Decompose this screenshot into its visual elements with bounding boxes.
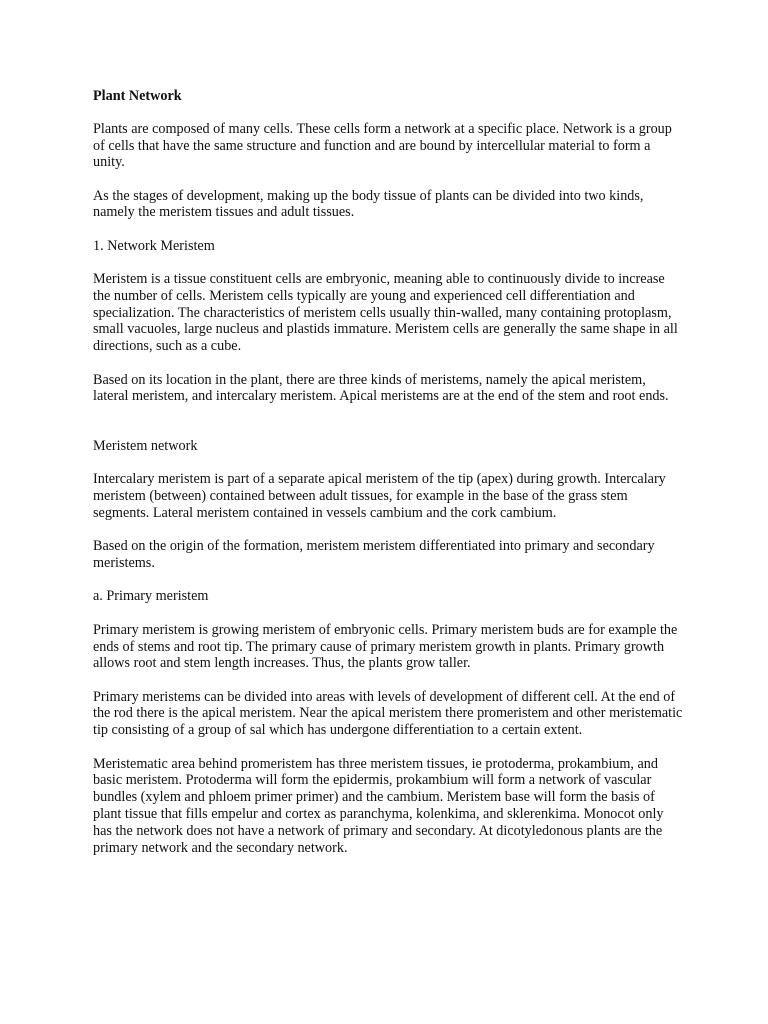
document-body <box>93 88 683 873</box>
document-title: Plant Network <box>93 88 182 104</box>
section-heading-network-meristem: 1. Network Meristem <box>93 237 215 254</box>
section-heading-meristem-network: Meristem network <box>93 438 198 455</box>
paragraph-stages: As the stages of development, making up the body tissue of plants can be divided into two kinds, namely the meristem tissues and adult tissues. <box>93 187 644 221</box>
paragraph-origin: Based on the origin of the formation, meristem meristem differentiated into primary and secondary meristems. <box>93 538 655 572</box>
paragraph-primary-areas: Primary meristems can be divided into areas with levels of development of different cell. At the end of the rod there is the apical meristem. Near the apical meristem there promeristem and other meristematic tip consisting of a group of sal which has undergone differentiation to a certain extent. <box>93 688 683 739</box>
paragraph-primary-growth: Primary meristem is growing meristem of embryonic cells. Primary meristem buds are for example the ends of stems and root tip. The primary cause of primary meristem growth in plants. Primary growth allows root and stem length increases. Thus, the plants grow taller. <box>93 621 678 672</box>
paragraph-meristem-definition: Meristem is a tissue constituent cells are embryonic, meaning able to continuously divide to increase the number of cells. Meristem cells typically are young and experienced cell differentiation and specialization. The characteristics of meristem cells usually thin-walled, many containing protoplasm, small vacuoles, large nucleus and plastids immature. Meristem cells are generally the same shape in all directions, such as a cube. <box>93 271 678 355</box>
paragraph-intercalary: Intercalary meristem is part of a separate apical meristem of the tip (apex) during growth. Intercalary meristem (between) contained between adult tissues, for example in the base of the grass stem segments. Lateral meristem contained in vessels cambium and the cork cambium. <box>93 471 666 522</box>
section-heading-primary-meristem: a. Primary meristem <box>93 588 209 605</box>
paragraph-meristem-location: Based on its location in the plant, there are three kinds of meristems, namely the apical meristem, lateral meristem, and intercalary meristem. Apical meristems are at the end of the stem and root ends. <box>93 371 669 405</box>
paragraph-intro: Plants are composed of many cells. These cells form a network at a specific place. Network is a group of cells that have the same structure and function and are bound by intercellular material to form a unity. <box>93 120 672 171</box>
paragraph-meristematic-area: Meristematic area behind promeristem has three meristem tissues, ie protoderma, prokambium, and basic meristem. Protoderma will form the epidermis, prokambium will form a network of vascular bundles (xylem and phloem primer primer) and the cambium. Meristem base will form the basis of plant tissue that fills empelur and cortex as paranchyma, kolenkima, and sklerenkima. Monocot only has the network does not have a network of primary and secondary. At dicotyledonous plants are the primary network and the secondary network. <box>93 755 664 856</box>
